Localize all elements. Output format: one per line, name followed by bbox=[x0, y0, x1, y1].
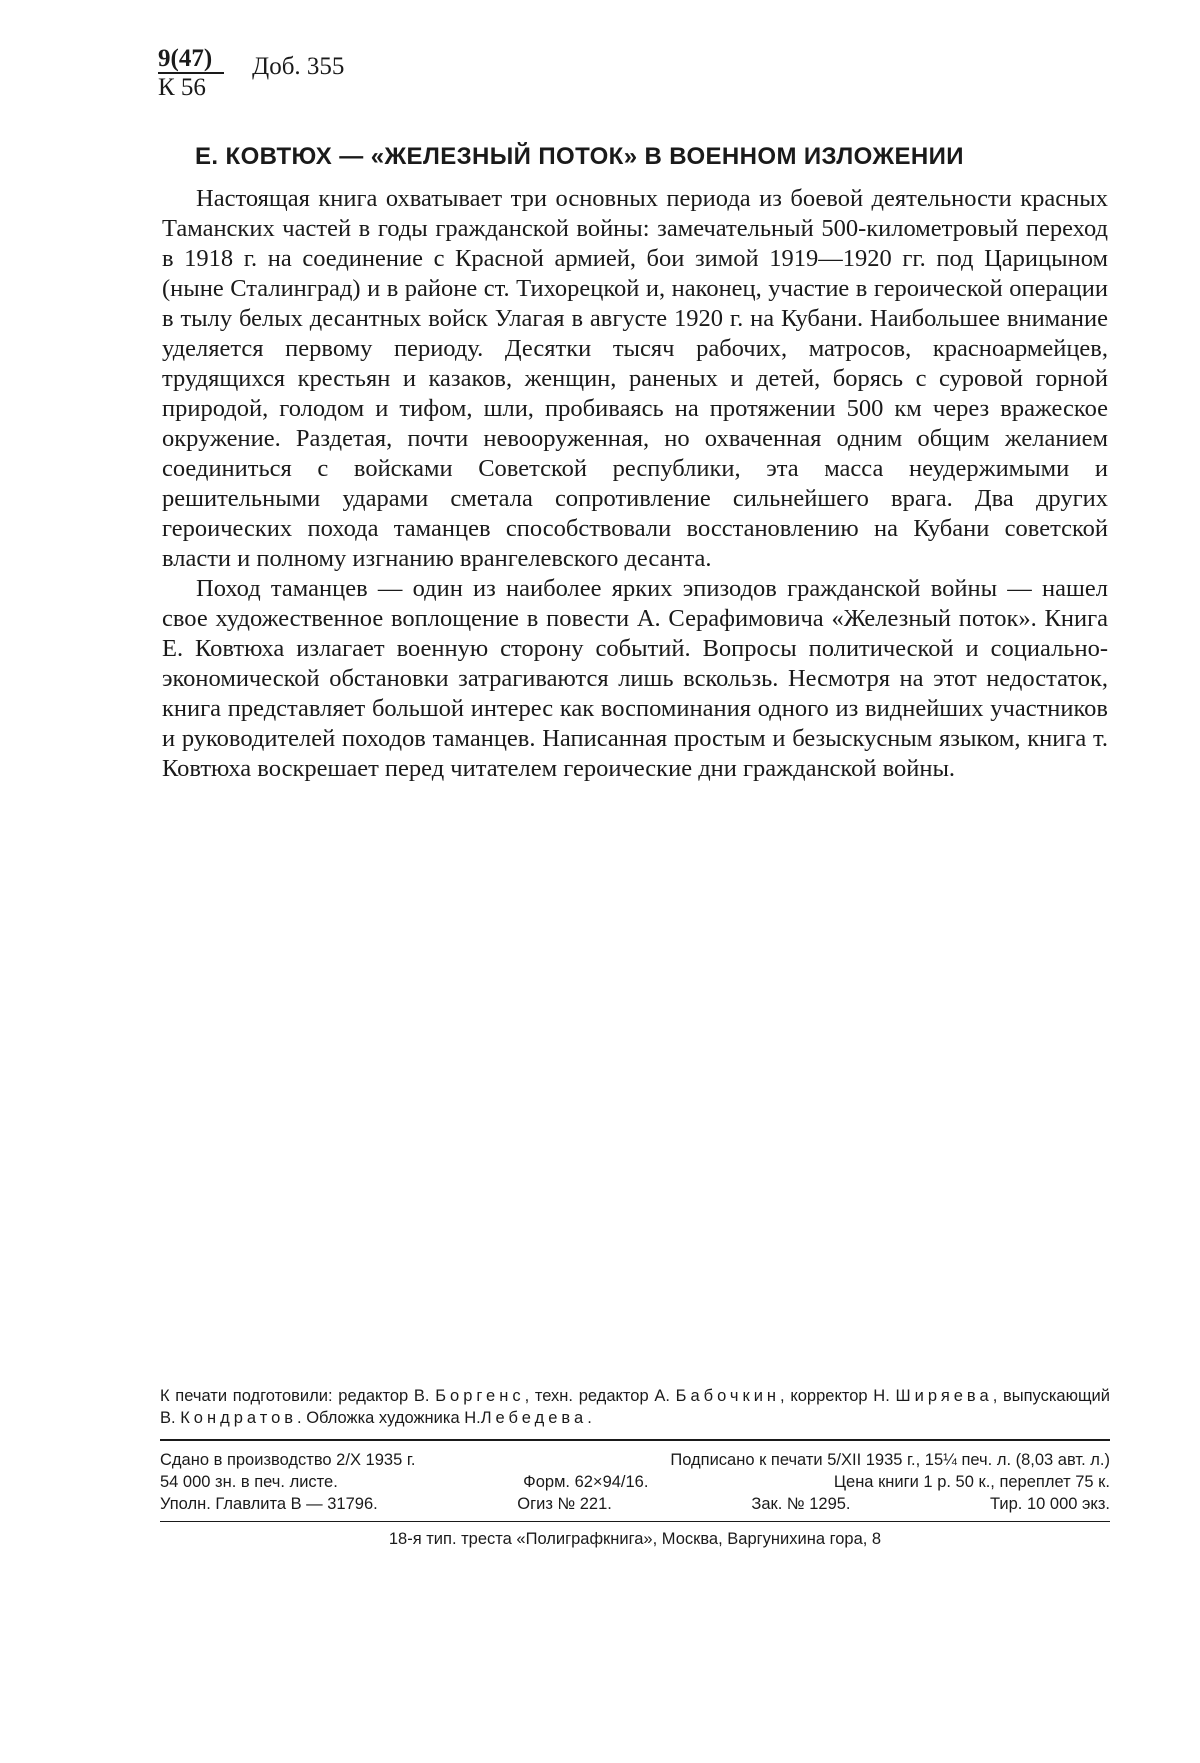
colophon-row-3 bbox=[160, 1493, 1110, 1515]
tech-editor-name: Бабочкин bbox=[675, 1387, 781, 1405]
annotation-body bbox=[162, 184, 1108, 784]
print-run: Тир. 10 000 экз. bbox=[990, 1495, 1110, 1513]
production-date: Сдано в производство 2/X 1935 г. bbox=[160, 1451, 416, 1469]
cover-artist-name: Лебедева bbox=[480, 1409, 588, 1427]
classification-block bbox=[158, 46, 344, 101]
credits-end: . bbox=[587, 1409, 592, 1427]
paragraph-2: Поход таманцев — один из наиболее ярких эпизодов гражданской войны — нашел свое художественное воплощение в повести А. Серафимовича «Железный поток». Книга Е. Ковтюха излагает военную сторону событий. Вопросы политической и социально-экономической обстановки затрагиваются лишь вскользь. Несмотря на этот недостаток, книга представляет большой интерес как воспоминания одного из виднейших участников и руководителей походов таманцев. Написанная простым и безыскусным языком, книга т. Ковтюха воскрешает перед читателем героические дни гражданской войны. bbox=[162, 575, 1108, 782]
glavlit-number: Уполн. Главлита В — 31796. bbox=[160, 1495, 378, 1513]
corrector-name: Ширяева bbox=[895, 1387, 993, 1405]
price: Цена книги 1 р. 50 к., переплет 75 к. bbox=[833, 1473, 1110, 1491]
printer-line: 18-я тип. треста «Полиграфкнига», Москва, Варгунихина гора, 8 bbox=[388, 1530, 882, 1548]
chars-per-sheet: 54 000 зн. в печ. листе. bbox=[160, 1473, 338, 1491]
order-number: Зак. № 1295. bbox=[751, 1495, 851, 1513]
udk-numerator: 9(47) bbox=[158, 46, 224, 74]
signed-to-print: Подписано к печати 5/XII 1935 г., 15¼ печ. л. (8,03 авт. л.) bbox=[670, 1451, 1110, 1469]
format: Форм. 62×94/16. bbox=[523, 1473, 649, 1491]
paragraph-1: Настоящая книга охватывает три основных периода из боевой деятельности красных Таманских частей в годы гражданской войны: замечательный 500-километровый переход в 1918 г. на соединение с Красной армией, бои зимой 1919—1920 гг. под Царицыном (ныне Сталинград) и в районе ст. Тихорецкой и, наконец, участие в героической операции в тылу белых десантных войск Улагая в августе 1920 г. на Кубани. Наибольшее внимание уделяется первому периоду. Десятки тысяч рабочих, матросов, красноармейцев, трудящихся крестьян и казаков, женщин, раненых и детей, борясь с суровой горной природой, голодом и тифом, шли, пробиваясь на протяжении 500 км через вражеское окружение. Раздетая, почти невооруженная, но охваченная одним общим желанием соединиться с войсками Советской республики, эта масса неудержимыми и решительными ударами сметала сопротивление сильнейшего врага. Два других героических похода таманцев способствовали восстановлению на Кубани советской власти и полному изгнанию врангелевского десанта. bbox=[162, 185, 1108, 572]
credits-issuer: , выпускающий В. bbox=[160, 1387, 1110, 1427]
colophon-row-1 bbox=[160, 1449, 1110, 1471]
supplement-number: Доб. 355 bbox=[252, 52, 345, 80]
credits-tech: , техн. редактор А. bbox=[524, 1387, 670, 1405]
divider-bottom bbox=[160, 1521, 1110, 1522]
ogiz-number: Огиз № 221. bbox=[517, 1495, 612, 1513]
udk-index bbox=[158, 46, 224, 101]
colophon-row-2 bbox=[160, 1471, 1110, 1493]
colophon bbox=[160, 1385, 1110, 1550]
credits-prefix: К печати подготовили: редактор В. bbox=[160, 1387, 430, 1405]
credits-corrector: , корректор Н. bbox=[780, 1387, 890, 1405]
preparation-credits bbox=[160, 1385, 1110, 1429]
page-title: Е. КОВТЮХ — «ЖЕЛЕЗНЫЙ ПОТОК» В ВОЕННОМ ИЗЛОЖЕНИИ bbox=[195, 143, 964, 170]
credits-cover: . Обложка художника Н. bbox=[297, 1409, 481, 1427]
editor-name: Боргенс bbox=[435, 1387, 525, 1405]
divider-top bbox=[160, 1439, 1110, 1441]
issuer-name: Кондратов bbox=[180, 1409, 298, 1427]
udk-denominator: К 56 bbox=[158, 74, 206, 101]
